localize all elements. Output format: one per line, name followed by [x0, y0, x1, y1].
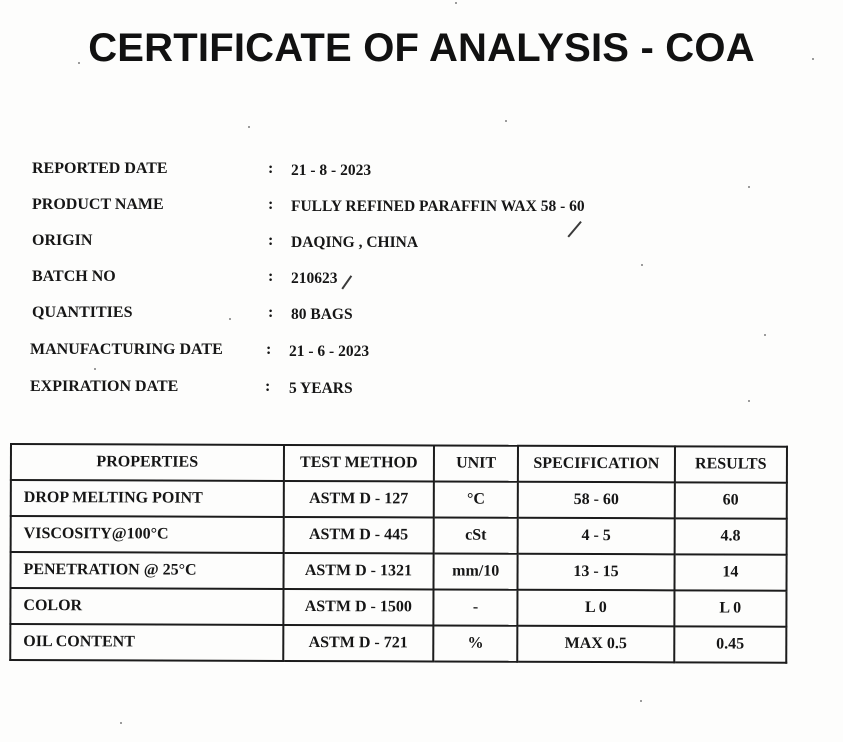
cell-result: 60 [674, 482, 786, 518]
cell-test-method: ASTM D - 721 [283, 625, 433, 662]
cell-unit: cSt [434, 517, 518, 553]
info-value: DAQING , CHINA [291, 234, 419, 251]
header-specification: SPECIFICATION [518, 446, 675, 483]
cell-unit: - [433, 589, 517, 625]
table-header-row [11, 444, 787, 483]
cell-property: DROP MELTING POINT [11, 480, 284, 517]
scan-speck [78, 62, 80, 64]
cell-result: L 0 [674, 590, 786, 626]
info-label: QUANTITIES [32, 304, 133, 321]
info-label: REPORTED DATE [32, 160, 168, 177]
cell-result: 0.45 [674, 626, 786, 662]
info-separator: : [268, 268, 274, 285]
info-value: 80 BAGS [291, 306, 353, 323]
cell-specification: 58 - 60 [518, 482, 675, 519]
info-row-quantities [0, 300, 843, 328]
info-label: BATCH NO [32, 268, 116, 285]
cell-unit: % [433, 625, 517, 661]
info-value: FULLY REFINED PARAFFIN WAX 58 - 60 [291, 198, 585, 215]
table-row [11, 480, 787, 519]
header-test-method: TEST METHOD [284, 445, 434, 482]
scan-speck [120, 722, 122, 724]
scan-speck [455, 2, 457, 4]
cell-test-method: ASTM D - 445 [283, 517, 433, 554]
info-row-manufacturing-date [0, 337, 843, 365]
scan-speck [764, 334, 766, 336]
table-row [10, 588, 786, 627]
table-row [10, 552, 786, 591]
info-label: EXPIRATION DATE [30, 378, 179, 395]
scan-speck [641, 264, 643, 266]
info-value: 21 - 8 - 2023 [291, 162, 372, 179]
scan-speck [812, 58, 814, 60]
header-unit: UNIT [434, 445, 518, 481]
analysis-table [9, 443, 788, 664]
scan-speck [248, 126, 250, 128]
scan-speck [505, 120, 507, 122]
info-row-batch-no [0, 264, 843, 292]
info-separator: : [266, 341, 272, 358]
table-row [10, 624, 786, 663]
header-properties: PROPERTIES [11, 444, 284, 481]
info-row-product-name [0, 192, 843, 220]
cell-specification: MAX 0.5 [518, 626, 675, 663]
scan-speck [748, 186, 750, 188]
info-value: 210623 [291, 270, 338, 287]
cell-property: VISCOSITY@100°C [11, 516, 284, 553]
scan-speck [229, 318, 231, 320]
info-row-reported-date [0, 156, 843, 184]
info-value: 21 - 6 - 2023 [289, 343, 370, 360]
table-row [11, 516, 787, 555]
info-separator: : [268, 232, 274, 249]
scan-speck [640, 700, 642, 702]
cell-specification: 13 - 15 [518, 554, 675, 591]
cell-property: OIL CONTENT [10, 624, 283, 661]
cell-test-method: ASTM D - 1500 [283, 589, 433, 626]
scan-speck [94, 368, 96, 370]
cell-test-method: ASTM D - 1321 [283, 553, 433, 590]
cell-property: PENETRATION @ 25°C [10, 552, 283, 589]
info-label: ORIGIN [32, 232, 93, 249]
cell-unit: °C [434, 481, 518, 517]
header-results: RESULTS [675, 446, 787, 482]
cell-result: 4.8 [674, 518, 786, 554]
info-label: PRODUCT NAME [32, 196, 164, 213]
info-value: 5 YEARS [289, 380, 353, 397]
scan-speck [748, 400, 750, 402]
cell-result: 14 [674, 554, 786, 590]
info-separator: : [268, 196, 274, 213]
info-label: MANUFACTURING DATE [30, 341, 223, 358]
info-separator: : [265, 378, 271, 395]
document-title: CERTIFICATE OF ANALYSIS - COA [88, 26, 755, 70]
cell-specification: 4 - 5 [518, 518, 675, 555]
info-separator: : [268, 160, 274, 177]
info-row-origin [0, 228, 843, 256]
info-separator: : [268, 304, 274, 321]
cell-test-method: ASTM D - 127 [283, 481, 433, 518]
cell-property: COLOR [10, 588, 283, 625]
info-row-expiration-date [0, 374, 843, 402]
cell-unit: mm/10 [434, 553, 518, 589]
cell-specification: L 0 [518, 590, 675, 627]
